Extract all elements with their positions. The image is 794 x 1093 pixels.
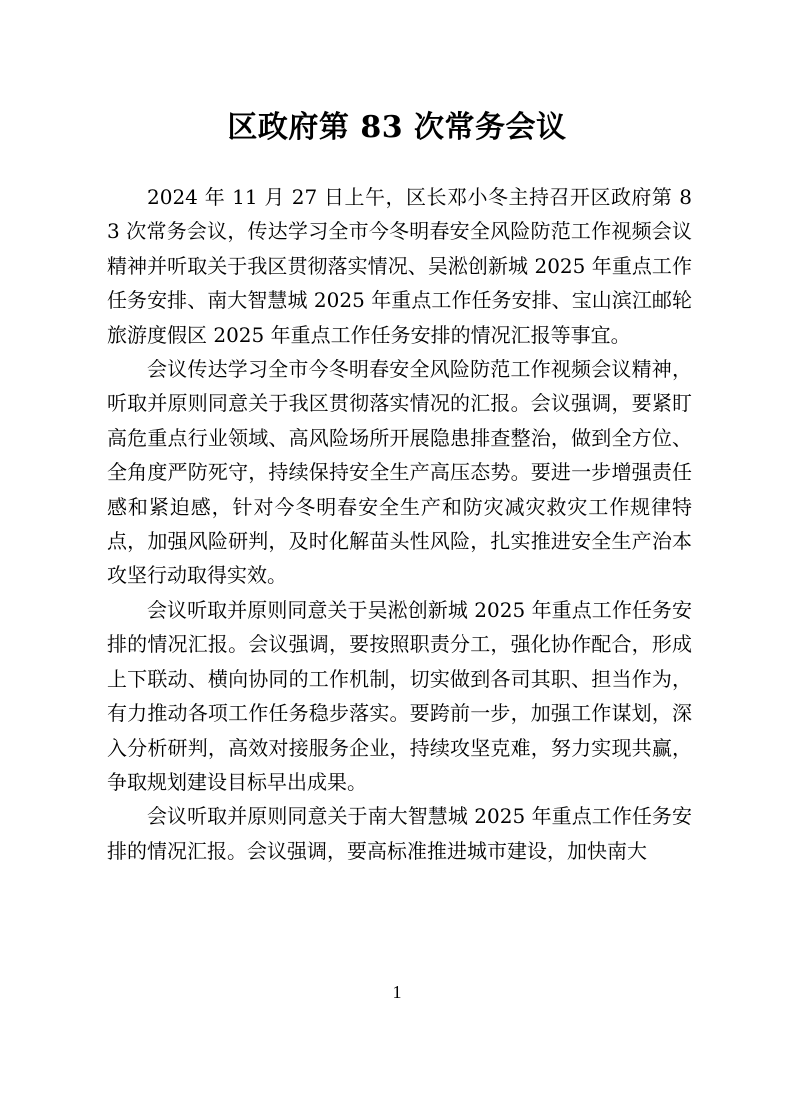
document-body: [107, 180, 692, 868]
paragraph-nanda-smart-city: 会议听取并原则同意关于南大智慧城 2025 年重点工作任务安排的情况汇报。会议强调，要高标准推进城市建设，加快南大: [107, 804, 692, 863]
document-title: 区政府第 83 次常务会议: [227, 110, 567, 145]
page-number: 1: [392, 982, 402, 1002]
paragraph-meeting-summary: 2024 年 11 月 27 日上午，区长邓小冬主持召开区政府第 83 次常务会议，传达学习全市今冬明春安全风险防范工作视频会议精神并听取关于我区贯彻落实情况、吴淞创新城 2025 年重点工作任务安排、南大智慧城 2025 年重点工作任务安排、宝山滨江邮轮旅游度假区 2025 年重点工作任务安排的情况汇报等事宜。: [107, 185, 692, 347]
paragraph-wusong-innovation-city: 会议听取并原则同意关于吴淞创新城 2025 年重点工作任务安排的情况汇报。会议强调，要按照职责分工，强化协作配合，形成上下联动、横向协同的工作机制，切实做到各司其职、担当作为，有力推动各项工作任务稳步落实。要跨前一步，加强工作谋划，深入分析研判，高效对接服务企业，持续攻坚克难，努力实现共赢，争取规划建设目标早出成果。: [107, 597, 692, 794]
paragraph-safety-risk: 会议传达学习全市今冬明春安全风险防范工作视频会议精神，听取并原则同意关于我区贯彻落实情况的汇报。会议强调，要紧盯高危重点行业领域、高风险场所开展隐患排查整治，做到全方位、全角度严防死守，持续保持安全生产高压态势。要进一步增强责任感和紧迫感，针对今冬明春安全生产和防灾减灾救灾工作规律特点，加强风险研判，及时化解苗头性风险，扎实推进安全生产治本攻坚行动取得实效。: [107, 357, 692, 588]
